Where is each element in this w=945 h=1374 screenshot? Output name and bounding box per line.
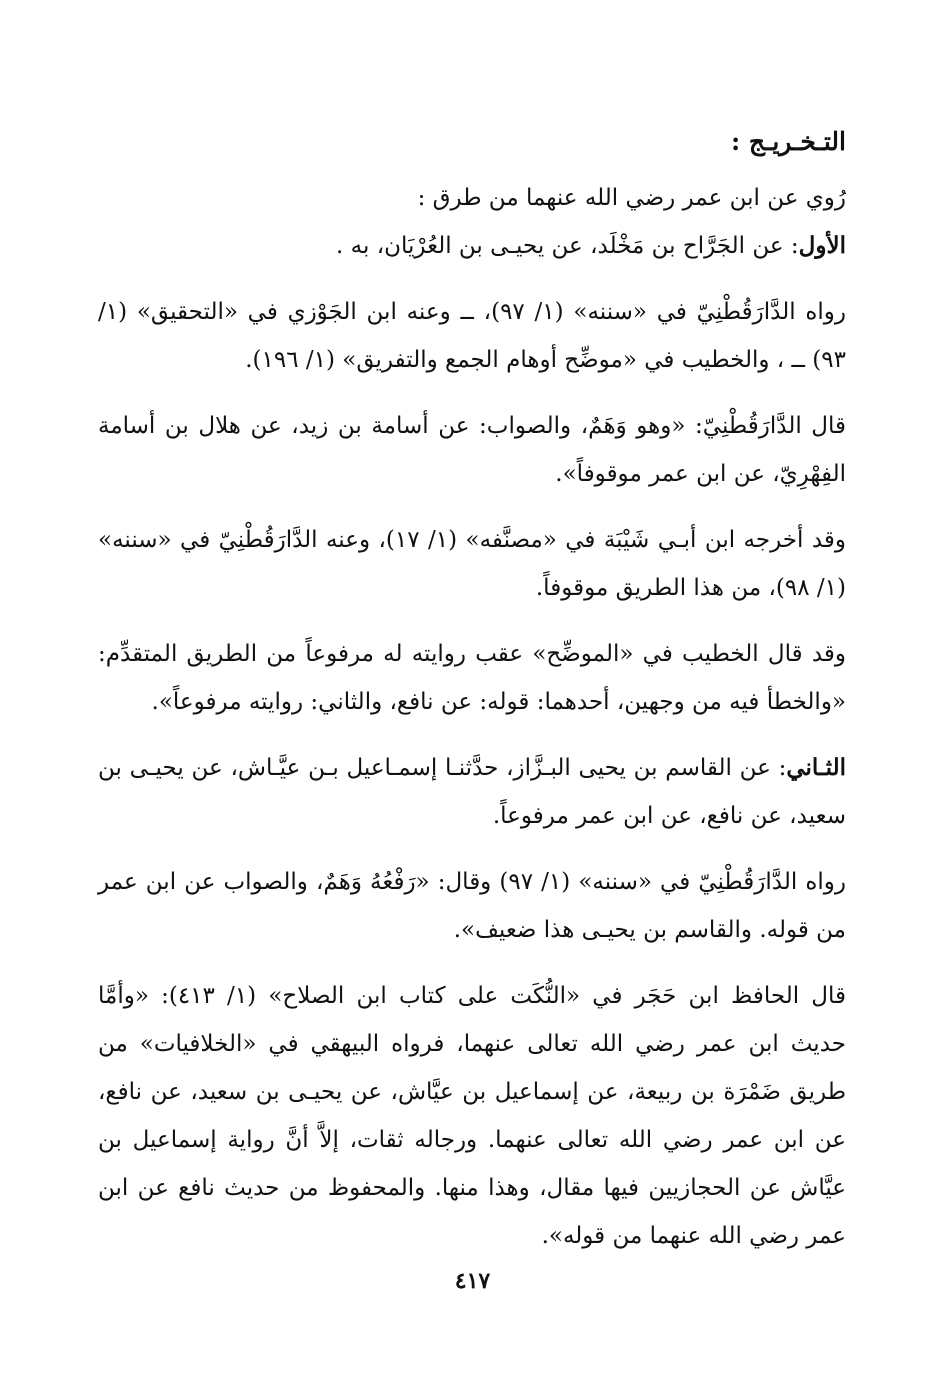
page-body [98,122,846,1260]
paragraph-ibn-hajar-nukat: قال الحافظ ابن حَجَر في «النُّكَت على كتاب ابن الصلاح» (١/ ٤١٣): «وأمَّا حديث ابن عمر رضي الله تعالى عنهما، فرواه البيهقي في «الخلافيات» من طريق ضَمْرَة بن ربيعة، عن إسماعيل بن عيَّاش، عن يحيـى بن سعيد، عن نافع، عن ابن عمر رضي الله تعالى عنهما. ورجاله ثقات، إلاَّ أنَّ رواية إسماعيل بن عيَّاش عن الحجازيين فيها مقال، وهذا منها. والمحفوظ من حديث نافع عن ابن عمر رضي الله عنهما من قوله». [98,983,847,1249]
second-route-text: : عن القاسم بن يحيى البـزَّاز، حدَّثنـا إسمـاعيل بـن عيَّـاش، عن يحيـى بن سعيد، عن نافع، عن ابن عمر مرفوعاً. [98,755,846,829]
first-route-label: الأول [798,232,846,259]
intro-paragraph: رُوي عن ابن عمر رضي الله عنهما من طرق : [417,185,846,211]
paragraph-daraqutni-comment: قال الدَّارَقُطْنِيّ: «وهو وَهَمٌ، والصواب: عن أسامة بن زيد، عن هلال بن أسامة الفِهْرِيّ، عن ابن عمر موقوفاً». [98,413,846,487]
first-route-paragraph [98,222,846,270]
section-heading: التـخـريـج : [730,127,846,156]
second-route-label: الثـاني [786,754,846,781]
paragraph-daraqutni-sunan: رواه الدَّارَقُطْنِيّ في «سننه» (١/ ٩٧)، ــ وعنه ابن الجَوْزي في «التحقيق» (١/ ٩٣) ــ ، والخطيب في «موضِّح أوهام الجمع والتفريق» (١/ ١٩٦). [98,299,846,373]
page-number: ٤١٧ [454,1268,491,1294]
paragraph-daraqutni-raf: رواه الدَّارَقُطْنِيّ في «سننه» (١/ ٩٧) وقال: «رَفْعُهُ وَهَمٌ، والصواب عن ابن عمر من قوله. والقاسم بن يحيـى هذا ضعيف». [98,869,846,943]
paragraph-khatib-comment: وقد قال الخطيب في «الموضِّح» عقب روايته له مرفوعاً من الطريق المتقدِّم: «والخطأ فيه من وجهين، أحدهما: قوله: عن نافع، والثاني: روايته مرفوعاً». [98,641,846,715]
paragraph-ibn-abi-shayba: وقد أخرجه ابن أبـي شَيْبَة في «مصنَّفه» (١/ ١٧)، وعنه الدَّارَقُطْنِيّ في «سننه» (١/ ٩٨)، من هذا الطريق موقوفاً. [98,527,846,601]
second-route-paragraph [98,744,846,840]
first-route-text: : عن الجَرَّاح بن مَخْلَد، عن يحيـى بن العُرْيَان، به . [336,233,799,259]
